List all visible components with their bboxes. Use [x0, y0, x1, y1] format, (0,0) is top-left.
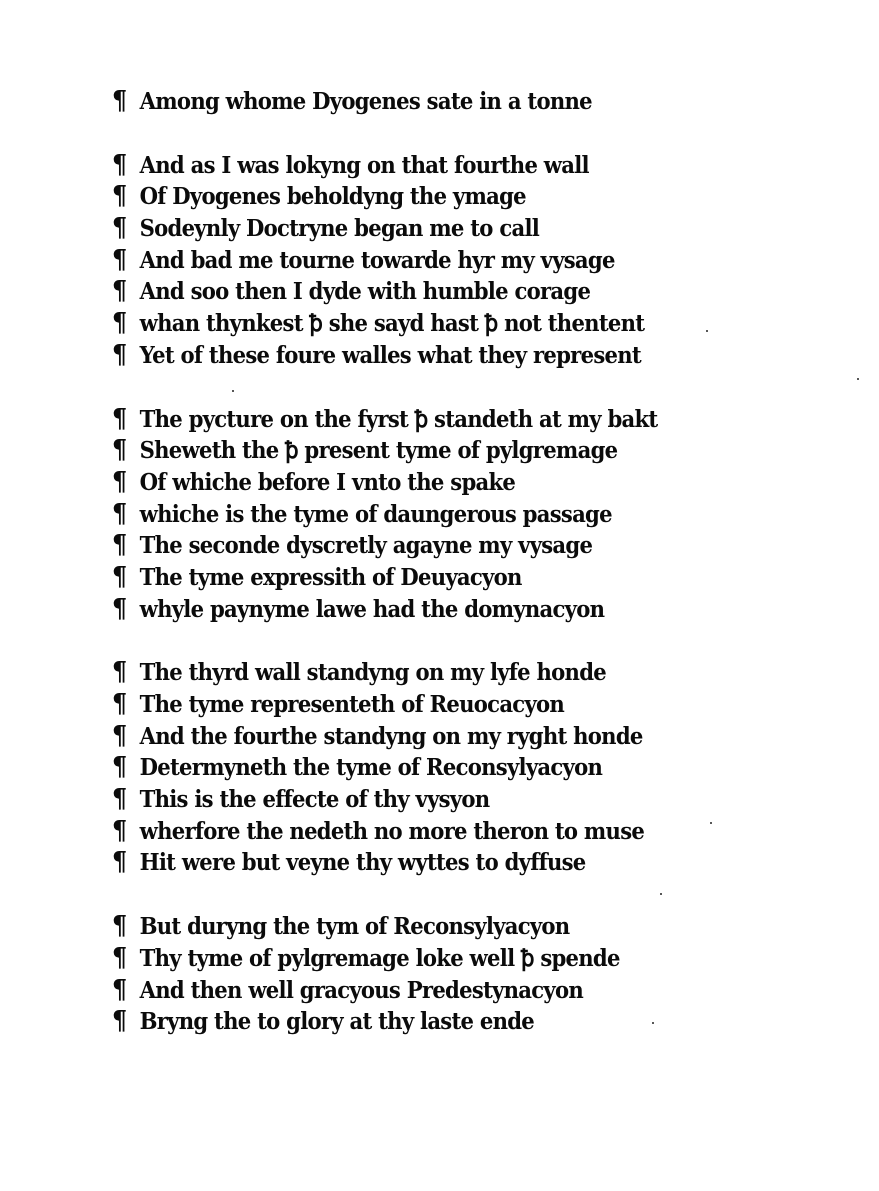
verse-line: [112, 974, 701, 1009]
pilcrow-icon: ¶: [112, 689, 127, 719]
verse-line: [112, 532, 701, 564]
stanza-2: [112, 149, 752, 374]
stanza-1: [112, 88, 752, 120]
stanza-4: [112, 659, 752, 881]
verse-line: [112, 942, 701, 977]
verse-text: And as I was lokyng on that fourthe wall: [139, 151, 589, 179]
pilcrow-icon: ¶: [112, 593, 127, 624]
scan-speck: [660, 893, 662, 895]
verse-text: And the fourthe standyng on my ryght honde: [139, 722, 643, 750]
verse-line: [112, 183, 701, 215]
verse-text: Determyneth the tyme of Reconsylyacyon: [139, 754, 603, 782]
pilcrow-icon: ¶: [112, 911, 127, 942]
pilcrow-icon: ¶: [112, 974, 127, 1005]
verse-text: Bryng the to glory at thy laste ende: [139, 1008, 535, 1036]
verse-line: [112, 849, 701, 881]
pilcrow-icon: ¶: [112, 213, 127, 244]
scan-speck: [652, 1022, 654, 1024]
verse-line: [112, 437, 701, 469]
stanza-gap: [112, 374, 752, 406]
pilcrow-icon: ¶: [112, 784, 127, 815]
verse-text: And then well gracyous Predestynacyon: [139, 976, 583, 1004]
verse-line: [112, 244, 701, 279]
pilcrow-icon: ¶: [112, 403, 127, 434]
verse-text: The tyme expressith of Deuyacyon: [139, 563, 522, 591]
verse-line: [112, 593, 701, 628]
pilcrow-icon: ¶: [112, 276, 127, 307]
verse-text: Of whiche before I vnto the spake: [139, 468, 516, 496]
verse-line: [112, 339, 701, 374]
verse-line: [112, 786, 701, 818]
pilcrow-icon: ¶: [112, 435, 127, 466]
verse-text: But duryng the tym of Reconsylyacyon: [139, 913, 570, 941]
verse-text: The thyrd wall standyng on my lyfe honde: [139, 659, 606, 687]
verse-line: [112, 149, 701, 184]
verse-text: Sheweth the ꝥ present tyme of pylgremage: [139, 437, 618, 465]
verse-line: [112, 403, 701, 438]
verse-text: whan thynkest ꝥ she sayd hast ꝥ not thentent: [139, 310, 645, 338]
verse-line: [112, 561, 701, 596]
pilcrow-icon: ¶: [112, 561, 127, 592]
poem-text: [112, 88, 752, 1040]
verse-line: [112, 913, 701, 945]
verse-text: The seconde dyscretly agayne my vysage: [139, 532, 593, 560]
verse-line: [112, 720, 701, 755]
verse-text: Yet of these foure walles what they represent: [139, 341, 641, 369]
verse-line: [112, 815, 701, 850]
verse-line: [112, 215, 701, 247]
pilcrow-icon: ¶: [112, 466, 127, 497]
pilcrow-icon: ¶: [112, 1006, 127, 1037]
verse-text: Thy tyme of pylgremage loke well ꝥ spende: [139, 944, 620, 972]
scan-speck: [710, 822, 712, 824]
verse-line: [112, 754, 701, 786]
verse-text: Sodeynly Doctryne began me to call: [139, 215, 540, 243]
pilcrow-icon: ¶: [112, 181, 127, 212]
verse-line: [112, 310, 701, 342]
pilcrow-icon: ¶: [112, 149, 127, 180]
pilcrow-icon: ¶: [112, 752, 127, 783]
verse-line: [112, 498, 701, 533]
verse-text: Among whome Dyogenes sate in a tonne: [139, 88, 592, 115]
verse-line: [112, 659, 701, 691]
pilcrow-icon: ¶: [112, 657, 127, 688]
pilcrow-icon: ¶: [112, 847, 127, 878]
scan-speck: [232, 390, 234, 392]
pilcrow-icon: ¶: [112, 308, 127, 339]
stanza-gap: [112, 627, 752, 659]
pilcrow-icon: ¶: [112, 498, 127, 529]
verse-text: whyle paynyme lawe had the domynacyon: [139, 595, 605, 623]
verse-line: [112, 88, 701, 120]
verse-text: And bad me tourne towarde hyr my vysage: [139, 246, 615, 274]
pilcrow-icon: ¶: [112, 339, 127, 370]
verse-line: [112, 691, 701, 723]
scan-speck: [706, 330, 708, 332]
pilcrow-icon: ¶: [112, 86, 127, 116]
verse-text: Hit were but veyne thy wyttes to dyffuse: [139, 849, 586, 877]
verse-text: Of Dyogenes beholdyng the ymage: [139, 183, 526, 211]
stanza-gap: [112, 881, 752, 913]
verse-text: This is the effecte of thy vysyon: [139, 786, 490, 814]
verse-text: The tyme representeth of Reuocacyon: [139, 691, 565, 718]
verse-line: [112, 278, 701, 310]
verse-line: [112, 466, 701, 501]
stanza-5: [112, 913, 752, 1040]
scan-speck: [857, 378, 859, 380]
stanza-gap: [112, 120, 752, 152]
pilcrow-icon: ¶: [112, 815, 127, 846]
verse-text: wherfore the nedeth no more theron to muse: [139, 817, 645, 845]
pilcrow-icon: ¶: [112, 244, 127, 275]
pilcrow-icon: ¶: [112, 942, 127, 973]
stanza-3: [112, 403, 752, 628]
pilcrow-icon: ¶: [112, 720, 127, 751]
verse-text: whiche is the tyme of daungerous passage: [139, 500, 612, 528]
verse-text: And soo then I dyde with humble corage: [139, 278, 591, 306]
pilcrow-icon: ¶: [112, 530, 127, 561]
verse-text: The pycture on the fyrst ꝥ standeth at my bakt: [139, 405, 658, 433]
verse-line: [112, 1008, 701, 1040]
